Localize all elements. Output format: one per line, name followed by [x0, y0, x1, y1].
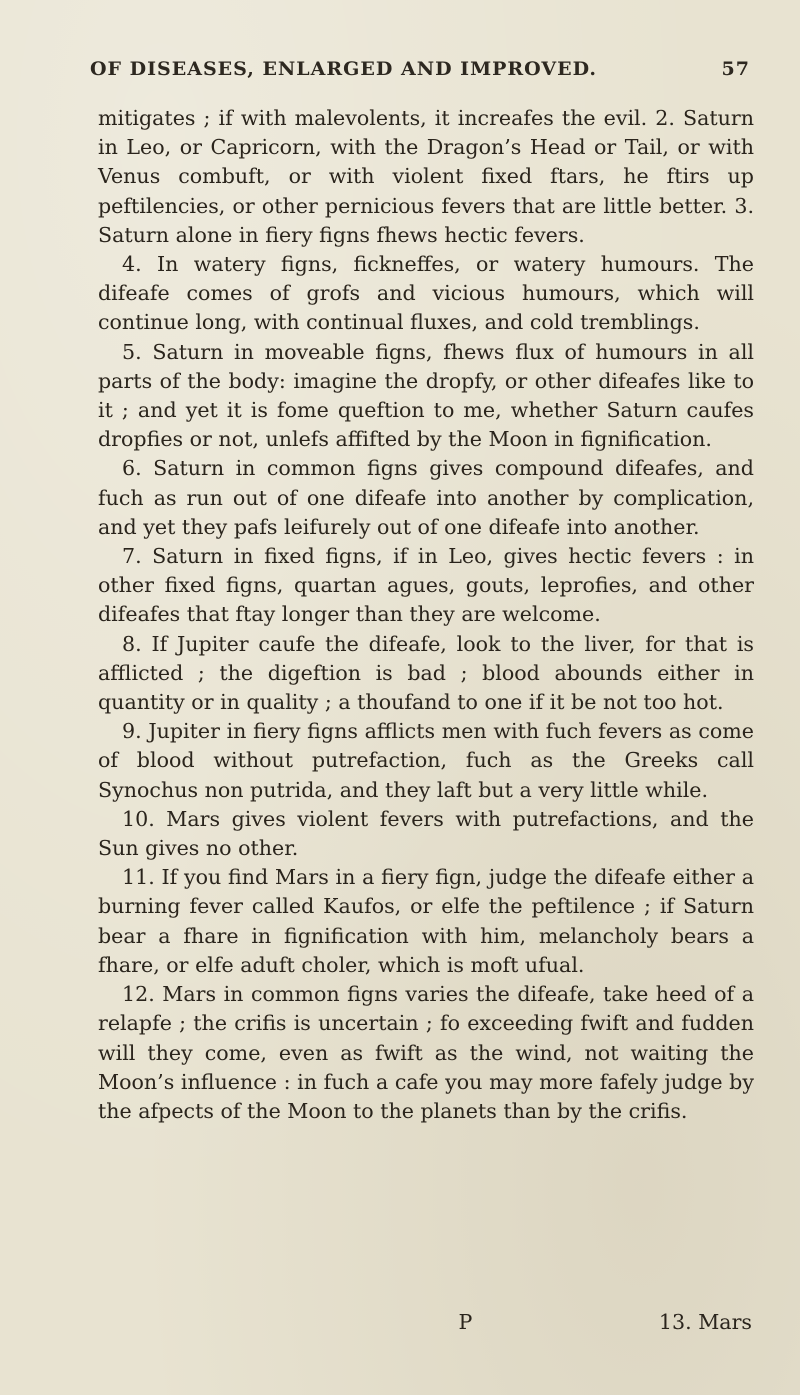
paragraph-6: 6. Saturn in common figns gives compound difeafes, and fuch as run out of one difeafe into another by complication, and yet they pafs leifurely out of one difeafe into another.: [98, 456, 754, 539]
paragraph-5: 5. Saturn in moveable figns, fhews flux of humours in all parts of the body: imagine the dropfy, or other difeafes like to it ; and yet it is fome queftion to me, whether Saturn caufes dropfies or not, unlefs affifted by the Moon in fignification.: [98, 339, 754, 452]
paragraph-9: 9. Jupiter in fiery figns afflicts men with fuch fevers as come of blood without putrefaction, fuch as the Greeks call Synochus non putrida, and they laft but a very little while.: [98, 719, 754, 802]
paragraph-12: 12. Mars in common figns varies the difeafe, take heed of a relapfe ; the crifis is uncertain ; fo exceeding fwift and fudden will they come, even as fwift as the wind, not waiting the Moon’s influence : in fuch a cafe you may more fafely judge by the afpects of the Moon to the planets than by the crifis.: [98, 982, 754, 1123]
paragraph-8: 8. If Jupiter caufe the difeafe, look to the liver, for that is afflicted ; the digeftion is bad ; blood abounds either in quantity or in quality ; a thoufand to one if it be not too hot.: [98, 631, 754, 715]
catchword-line: [459, 1310, 752, 1334]
running-head: [90, 58, 750, 90]
paragraph-11: 11. If you find Mars in a fiery fign, judge the difeafe either a burning fever called Kaufos, or elfe the peftilence ; if Saturn bear a fhare in fignification with him, melancholy bears a fhare, or elfe aduft choler, which is moft ufual.: [98, 865, 754, 977]
paragraph-4: 4. In watery figns, fickneffes, or watery humours. The difeafe comes of grofs and vicious humours, which will continue long, with continual fluxes, and cold tremblings.: [98, 252, 754, 335]
body-text: [98, 104, 754, 1126]
page-number: 57: [721, 58, 750, 80]
paragraph-continuation: mitigates ; if with malevolents, it increafes the evil. 2. Saturn in Leo, or Capricorn, with the Dragon’s Head or Tail, or with Venus combuft, or with violent fixed ftars, he ftirs up peftilencies, or other pernicious fevers that are little better. 3. Saturn alone in fiery figns fhews hectic fevers.: [98, 106, 754, 247]
signature-mark: P: [458, 1310, 473, 1334]
paragraph-10: 10. Mars gives violent fevers with putrefactions, and the Sun gives no other.: [98, 806, 754, 861]
running-head-title: OF DISEASES, ENLARGED AND IMPROVED.: [90, 58, 598, 80]
catchword: 13. Mars: [658, 1310, 752, 1334]
paragraph-7: 7. Saturn in fixed figns, if in Leo, gives hectic fevers : in other fixed figns, quartan agues, gouts, leprofies, and other difeafes that ftay longer than they are welcome.: [98, 544, 754, 627]
